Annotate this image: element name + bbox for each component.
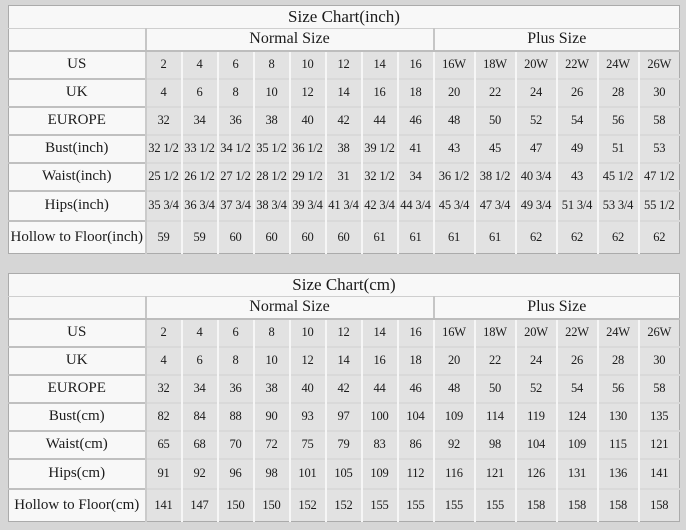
size-cell: 152 (326, 489, 362, 522)
size-cell: 46 (398, 107, 434, 135)
size-cell: 6 (218, 319, 254, 347)
size-cell: 43 (434, 135, 475, 163)
size-cell: 82 (146, 403, 182, 431)
size-cell: 10 (254, 347, 290, 375)
size-cell: 150 (218, 489, 254, 522)
size-cell: 152 (290, 489, 326, 522)
size-chart-inch-row-label-6: Hollow to Floor(inch) (9, 221, 146, 254)
size-cell: 90 (254, 403, 290, 431)
size-cell: 104 (398, 403, 434, 431)
size-cell: 45 (475, 135, 516, 163)
size-cell: 141 (146, 489, 182, 522)
size-cell: 14 (362, 319, 398, 347)
size-cell: 42 (326, 375, 362, 403)
size-cell: 68 (182, 431, 218, 459)
size-chart-cm-row-label-6: Hollow to Floor(cm) (9, 489, 146, 522)
size-cell: 45 1/2 (598, 163, 639, 191)
size-cell: 39 3/4 (290, 191, 326, 221)
size-chart-inch-title: Size Chart(inch) (9, 6, 680, 29)
size-cell: 92 (182, 459, 218, 489)
size-cell: 26 1/2 (182, 163, 218, 191)
size-cell: 83 (362, 431, 398, 459)
size-cell: 26 (557, 347, 598, 375)
size-cell: 44 (362, 107, 398, 135)
size-cell: 10 (290, 319, 326, 347)
size-chart-inch-row-label-2: EUROPE (9, 107, 146, 135)
size-cell: 34 (182, 107, 218, 135)
table-row (9, 107, 680, 135)
size-chart-cm-corner-cell (9, 297, 146, 319)
size-cell: 114 (475, 403, 516, 431)
size-cell: 22 (475, 347, 516, 375)
size-cell: 62 (639, 221, 680, 254)
size-cell: 98 (475, 431, 516, 459)
size-chart-cm-group-0: Normal Size (146, 297, 434, 319)
size-cell: 18W (475, 319, 516, 347)
size-cell: 6 (182, 347, 218, 375)
size-cell: 51 3/4 (557, 191, 598, 221)
size-cell: 32 1/2 (362, 163, 398, 191)
size-cell: 61 (475, 221, 516, 254)
size-cell: 16W (434, 51, 475, 79)
size-cell: 126 (516, 459, 557, 489)
size-cell: 52 (516, 375, 557, 403)
table-row (9, 431, 680, 459)
size-cell: 24 (516, 79, 557, 107)
table-row (9, 79, 680, 107)
size-cell: 121 (475, 459, 516, 489)
size-cell: 12 (290, 79, 326, 107)
size-cell: 41 (398, 135, 434, 163)
size-chart-inch-row-label-0: US (9, 51, 146, 79)
size-cell: 30 (639, 79, 680, 107)
size-chart-cm-row-label-0: US (9, 319, 146, 347)
size-cell: 115 (598, 431, 639, 459)
size-chart-inch-corner-cell (9, 29, 146, 51)
size-cell: 50 (475, 375, 516, 403)
size-cell: 56 (598, 375, 639, 403)
size-cell: 32 1/2 (146, 135, 182, 163)
table-row (9, 221, 680, 254)
size-cell: 20 (434, 347, 475, 375)
size-cell: 52 (516, 107, 557, 135)
size-chart-cm-table (8, 273, 680, 522)
size-cell: 65 (146, 431, 182, 459)
size-chart-inch-row-label-3: Bust(inch) (9, 135, 146, 163)
size-cell: 14 (362, 51, 398, 79)
size-cell: 33 1/2 (182, 135, 218, 163)
size-cell: 44 3/4 (398, 191, 434, 221)
size-chart-cm-row-label-5: Hips(cm) (9, 459, 146, 489)
size-cell: 54 (557, 107, 598, 135)
size-cell: 49 3/4 (516, 191, 557, 221)
size-cell: 26W (639, 51, 680, 79)
size-cell: 38 3/4 (254, 191, 290, 221)
size-cell: 14 (326, 79, 362, 107)
size-cell: 42 3/4 (362, 191, 398, 221)
size-cell: 26W (639, 319, 680, 347)
size-cell: 41 3/4 (326, 191, 362, 221)
size-cell: 96 (218, 459, 254, 489)
size-cell: 147 (182, 489, 218, 522)
size-cell: 38 (326, 135, 362, 163)
size-cell: 20W (516, 51, 557, 79)
size-cell: 22W (557, 319, 598, 347)
size-cell: 18W (475, 51, 516, 79)
size-cell: 4 (146, 347, 182, 375)
size-cell: 61 (398, 221, 434, 254)
size-cell: 92 (434, 431, 475, 459)
size-cell: 60 (326, 221, 362, 254)
size-cell: 58 (639, 375, 680, 403)
size-cell: 16 (362, 79, 398, 107)
size-cell: 136 (598, 459, 639, 489)
size-cell: 131 (557, 459, 598, 489)
size-cell: 97 (326, 403, 362, 431)
size-cell: 29 1/2 (290, 163, 326, 191)
size-cell: 34 (182, 375, 218, 403)
size-cell: 22W (557, 51, 598, 79)
size-cell: 32 (146, 375, 182, 403)
size-cell: 109 (434, 403, 475, 431)
size-cell: 112 (398, 459, 434, 489)
size-cell: 75 (290, 431, 326, 459)
size-cell: 58 (639, 107, 680, 135)
size-cell: 4 (182, 319, 218, 347)
size-cell: 8 (254, 319, 290, 347)
size-cell: 56 (598, 107, 639, 135)
size-cell: 24W (598, 319, 639, 347)
size-chart-inch-group-row (9, 29, 680, 51)
size-chart-inch-group-0: Normal Size (146, 29, 434, 51)
size-cell: 44 (362, 375, 398, 403)
size-cell: 121 (639, 431, 680, 459)
size-cell: 47 1/2 (639, 163, 680, 191)
size-cell: 40 3/4 (516, 163, 557, 191)
size-cell: 16W (434, 319, 475, 347)
size-cell: 27 1/2 (218, 163, 254, 191)
table-row (9, 375, 680, 403)
size-cell: 150 (254, 489, 290, 522)
size-cell: 38 (254, 375, 290, 403)
size-cell: 18 (398, 79, 434, 107)
size-cell: 88 (218, 403, 254, 431)
size-cell: 4 (182, 51, 218, 79)
size-chart-inch-table (8, 5, 680, 254)
size-cell: 2 (146, 51, 182, 79)
size-cell: 28 (598, 79, 639, 107)
size-cell: 6 (182, 79, 218, 107)
size-cell: 39 1/2 (362, 135, 398, 163)
size-cell: 25 1/2 (146, 163, 182, 191)
size-cell: 18 (398, 347, 434, 375)
size-chart-cm-row-label-2: EUROPE (9, 375, 146, 403)
size-cell: 16 (398, 51, 434, 79)
size-chart-cm-row-label-1: UK (9, 347, 146, 375)
size-cell: 4 (146, 79, 182, 107)
size-cell: 10 (290, 51, 326, 79)
size-cell: 37 3/4 (218, 191, 254, 221)
size-chart-cm-row-label-4: Waist(cm) (9, 431, 146, 459)
size-cell: 62 (598, 221, 639, 254)
size-cell: 60 (218, 221, 254, 254)
size-cell: 8 (254, 51, 290, 79)
size-cell: 104 (516, 431, 557, 459)
size-cell: 158 (516, 489, 557, 522)
size-cell: 116 (434, 459, 475, 489)
size-cell: 158 (557, 489, 598, 522)
size-chart-cm-group-row (9, 297, 680, 319)
size-cell: 109 (557, 431, 598, 459)
size-chart-inch-row-label-4: Waist(inch) (9, 163, 146, 191)
size-cell: 61 (362, 221, 398, 254)
size-chart-inch-group-1: Plus Size (434, 29, 680, 51)
size-cell: 34 (398, 163, 434, 191)
size-cell: 14 (326, 347, 362, 375)
size-chart-cm-row-label-3: Bust(cm) (9, 403, 146, 431)
size-cell: 2 (146, 319, 182, 347)
size-cell: 49 (557, 135, 598, 163)
size-cell: 20W (516, 319, 557, 347)
size-cell: 70 (218, 431, 254, 459)
size-cell: 55 1/2 (639, 191, 680, 221)
size-cell: 6 (218, 51, 254, 79)
size-cell: 158 (598, 489, 639, 522)
size-cell: 38 (254, 107, 290, 135)
size-cell: 26 (557, 79, 598, 107)
size-cell: 59 (182, 221, 218, 254)
size-cell: 28 (598, 347, 639, 375)
size-cell: 36 3/4 (182, 191, 218, 221)
size-chart-cm-group-1: Plus Size (434, 297, 680, 319)
size-cell: 20 (434, 79, 475, 107)
size-cell: 48 (434, 375, 475, 403)
size-cell: 16 (362, 347, 398, 375)
size-cell: 36 1/2 (290, 135, 326, 163)
size-cell: 101 (290, 459, 326, 489)
size-cell: 91 (146, 459, 182, 489)
size-cell: 105 (326, 459, 362, 489)
size-cell: 51 (598, 135, 639, 163)
size-chart-cm-title: Size Chart(cm) (9, 274, 680, 297)
size-cell: 12 (326, 319, 362, 347)
size-cell: 36 (218, 107, 254, 135)
size-cell: 40 (290, 375, 326, 403)
size-cell: 30 (639, 347, 680, 375)
size-cell: 8 (218, 347, 254, 375)
size-cell: 86 (398, 431, 434, 459)
size-cell: 84 (182, 403, 218, 431)
size-cell: 72 (254, 431, 290, 459)
size-cell: 119 (516, 403, 557, 431)
size-cell: 32 (146, 107, 182, 135)
size-cell: 43 (557, 163, 598, 191)
size-cell: 62 (557, 221, 598, 254)
size-cell: 24 (516, 347, 557, 375)
size-chart-inch-title-row (9, 6, 680, 29)
table-row (9, 347, 680, 375)
size-cell: 31 (326, 163, 362, 191)
table-row (9, 403, 680, 431)
table-row (9, 51, 680, 79)
size-cell: 12 (290, 347, 326, 375)
size-chart-inch-row-label-5: Hips(inch) (9, 191, 146, 221)
size-cell: 59 (146, 221, 182, 254)
size-cell: 130 (598, 403, 639, 431)
table-row (9, 459, 680, 489)
table-row (9, 319, 680, 347)
size-cell: 10 (254, 79, 290, 107)
size-cell: 62 (516, 221, 557, 254)
size-cell: 60 (254, 221, 290, 254)
size-cell: 93 (290, 403, 326, 431)
size-cell: 141 (639, 459, 680, 489)
size-cell: 79 (326, 431, 362, 459)
size-cell: 60 (290, 221, 326, 254)
size-cell: 53 (639, 135, 680, 163)
size-cell: 47 (516, 135, 557, 163)
size-cell: 50 (475, 107, 516, 135)
size-cell: 24W (598, 51, 639, 79)
size-cell: 109 (362, 459, 398, 489)
size-cell: 155 (362, 489, 398, 522)
table-row (9, 191, 680, 221)
size-cell: 36 (218, 375, 254, 403)
size-cell: 40 (290, 107, 326, 135)
table-row (9, 489, 680, 522)
size-cell: 47 3/4 (475, 191, 516, 221)
size-cell: 8 (218, 79, 254, 107)
size-cell: 53 3/4 (598, 191, 639, 221)
size-cell: 158 (639, 489, 680, 522)
size-chart-inch-row-label-1: UK (9, 79, 146, 107)
size-cell: 42 (326, 107, 362, 135)
size-cell: 16 (398, 319, 434, 347)
size-cell: 155 (398, 489, 434, 522)
size-chart-cm-title-row (9, 274, 680, 297)
size-cell: 34 1/2 (218, 135, 254, 163)
size-cell: 135 (639, 403, 680, 431)
size-cell: 100 (362, 403, 398, 431)
size-cell: 35 3/4 (146, 191, 182, 221)
size-cell: 46 (398, 375, 434, 403)
size-cell: 35 1/2 (254, 135, 290, 163)
size-cell: 124 (557, 403, 598, 431)
size-cell: 36 1/2 (434, 163, 475, 191)
size-cell: 45 3/4 (434, 191, 475, 221)
size-cell: 48 (434, 107, 475, 135)
size-cell: 22 (475, 79, 516, 107)
size-cell: 155 (434, 489, 475, 522)
size-cell: 155 (475, 489, 516, 522)
size-cell: 12 (326, 51, 362, 79)
size-cell: 28 1/2 (254, 163, 290, 191)
size-cell: 61 (434, 221, 475, 254)
table-row (9, 135, 680, 163)
size-cell: 54 (557, 375, 598, 403)
size-cell: 38 1/2 (475, 163, 516, 191)
table-row (9, 163, 680, 191)
size-cell: 98 (254, 459, 290, 489)
